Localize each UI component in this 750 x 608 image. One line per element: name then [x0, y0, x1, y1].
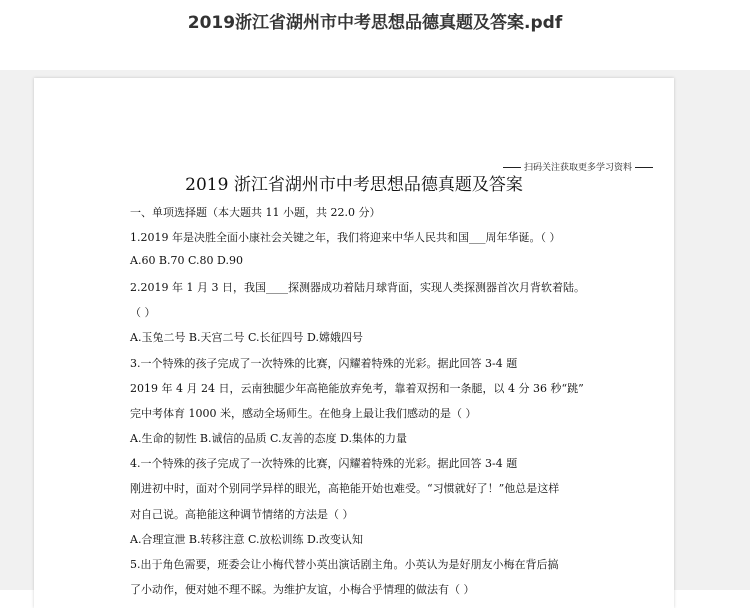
rule-left	[503, 167, 521, 168]
watermark-text: 扫码关注获取更多学习资料	[523, 163, 632, 173]
question-3-intro: 3.一个特殊的孩子完成了一次特殊的比赛，闪耀着特殊的光彩。据此回答 3-4 题	[130, 357, 518, 370]
question-5-text-2: 了小动作，便对她不理不睬。为维护友谊，小梅合乎情理的做法有（ ）	[130, 583, 475, 596]
question-4-intro: 4.一个特殊的孩子完成了一次特殊的比赛，闪耀着特殊的光彩。据此回答 3-4 题	[130, 457, 518, 470]
title-bar	[0, 0, 750, 70]
document-title: 2019浙江省湖州市中考思想品德真题及答案.pdf	[187, 13, 563, 33]
rule-right	[635, 167, 653, 168]
question-3-text-2: 完中考体育 1000 米，感动全场师生。在他身上最让我们感动的是（ ）	[130, 407, 477, 420]
question-5-text-1: 5.出于角色需要，班委会让小梅代替小英出演话剧主角。小英认为是好朋友小梅在背后搞	[130, 558, 559, 571]
question-3-options: A.生命的韧性 B.诚信的品质 C.友善的态度 D.集体的力量	[130, 432, 407, 445]
question-4-text-1: 刚进初中时，面对个别同学异样的眼光，高艳能开始也难受。“习惯就好了！”他总是这样	[130, 482, 560, 495]
section-heading: 一、单项选择题（本大题共 11 小题，共 22.0 分）	[130, 206, 381, 219]
page-heading: 2019 浙江省湖州市中考思想品德真题及答案	[185, 175, 523, 195]
question-4-text-2: 对自己说。高艳能这种调节情绪的方法是（ ）	[130, 508, 354, 521]
pdf-viewer[interactable]	[0, 70, 750, 596]
question-1: 1.2019 年是决胜全面小康社会关键之年，我们将迎来中华人民共和国___周年华诞。（ ）	[130, 231, 561, 244]
question-2: 2.2019 年 1 月 3 日，我国____探测器成功着陆月球背面，实现人类探测器首次月背软着陆。	[130, 281, 585, 294]
question-2-paren: （ ）	[130, 306, 156, 319]
pdf-page	[34, 78, 674, 608]
question-4-options: A.合理宣泄 B.转移注意 C.放松训练 D.改变认知	[130, 533, 363, 546]
question-2-options: A.玉兔二号 B.天宫二号 C.长征四号 D.嫦娥四号	[130, 331, 363, 344]
question-3-text-1: 2019 年 4 月 24 日，云南独腿少年高艳能放弃免考，靠着双拐和一条腿，以 4 分 36 秒“跳”	[130, 382, 584, 395]
question-1-options: A.60 B.70 C.80 D.90	[130, 254, 243, 267]
